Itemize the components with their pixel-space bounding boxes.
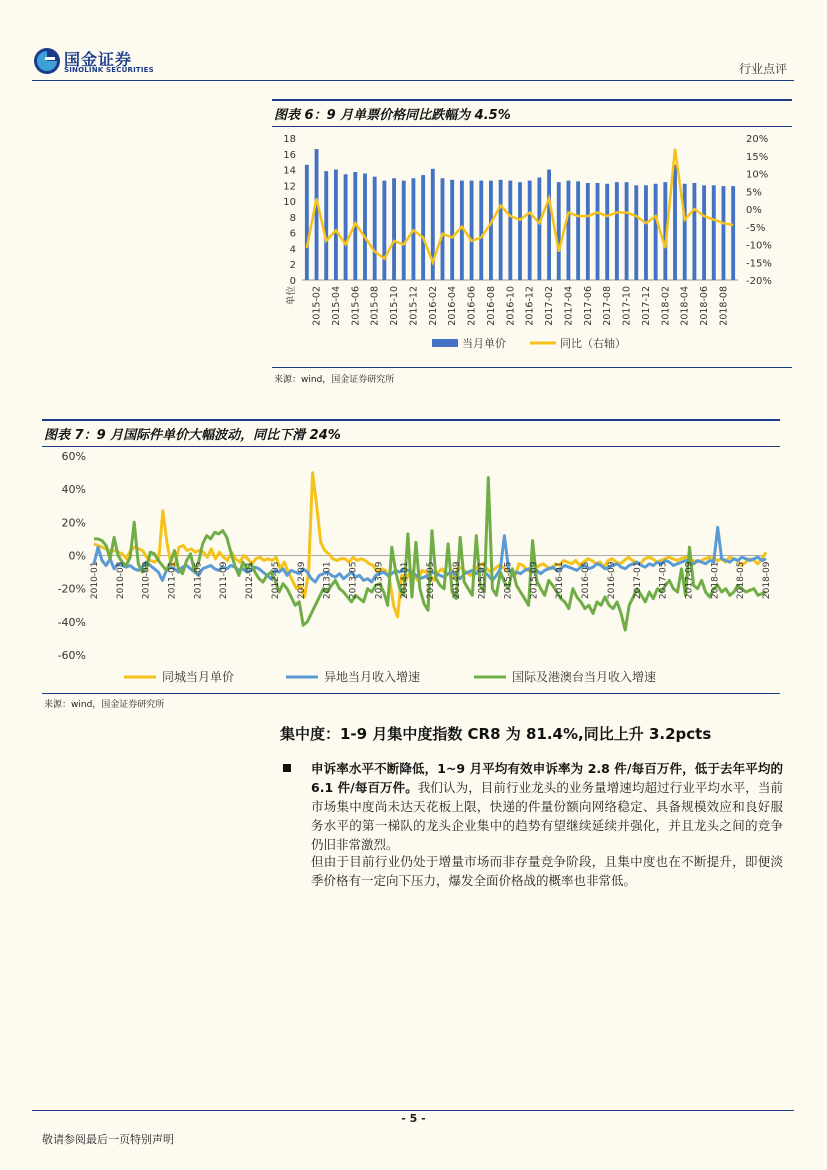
bar (625, 182, 629, 280)
bar (605, 184, 609, 280)
x-tick-label: 2017-12 (640, 286, 652, 326)
x-tick-label: 2013-01 (322, 561, 333, 600)
x-tick-label: 2016-10 (505, 286, 517, 326)
x-tick-label: 2015-06 (350, 286, 362, 326)
x-tick-label: 2017-04 (563, 286, 575, 326)
x-tick-label: 2010-01 (90, 561, 100, 600)
bar (537, 177, 541, 280)
bar (683, 184, 687, 280)
bar (363, 174, 367, 281)
x-tick-label: 2015-02 (311, 286, 323, 326)
bar (421, 175, 425, 280)
bar (692, 183, 696, 280)
bar (586, 183, 590, 280)
x-tick-label: 2015-01 (477, 561, 488, 600)
x-tick-label: 2011-09 (219, 561, 230, 600)
figure6-source-rule (272, 367, 792, 368)
x-tick-label: 2016-05 (581, 561, 592, 600)
figure6-chart (272, 122, 792, 366)
right-tick-label: 20% (746, 134, 769, 145)
logo-icon (33, 47, 61, 75)
x-tick-label: 2014-01 (400, 561, 411, 600)
left-tick-label: 18 (283, 134, 296, 145)
logo-english: SINOLINK SECURITIES (64, 66, 154, 74)
x-tick-label: 2015-04 (330, 286, 342, 326)
x-tick-label: 2018-09 (762, 561, 772, 600)
figure7-title: 图表 7：9 月国际件单价大幅波动，同比下滑 24% (42, 419, 780, 447)
left-tick-label: 16 (283, 149, 296, 161)
x-tick-label: 2014-09 (451, 561, 462, 600)
x-tick-label: 2015-05 (503, 561, 514, 600)
x-tick-label: 2016-04 (447, 286, 459, 326)
left-tick-label: 14 (283, 165, 296, 177)
x-tick-label: 2011-01 (167, 561, 178, 600)
y-tick-label: 40% (61, 483, 86, 497)
x-tick-label: 2017-08 (602, 286, 614, 326)
right-tick-label: -20% (746, 276, 772, 287)
left-tick-label: 4 (289, 244, 296, 256)
x-tick-label: 2012-01 (245, 561, 256, 600)
x-tick-label: 2017-09 (684, 561, 695, 600)
figure6-source: 来源：wind，国金证券研究所 (274, 375, 395, 385)
paragraph-2: 但由于目前行业仍处于增量市场而非存量竞争阶段，且集中度也在不断提升，即便淡季价格有一定向下压力，爆发全面价格战的概率也非常低。 (311, 854, 783, 888)
x-tick-label: 2018-02 (660, 286, 672, 326)
paragraph-1-highlight: 申诉率水平不断降低，1~9 月平均有效申诉率为 2.8 件/每百万件，低于去年平均的 6.1 件/每百万件。 (311, 761, 783, 795)
bar (402, 181, 406, 280)
bar (654, 184, 658, 280)
x-tick-label: 2010-05 (115, 561, 126, 600)
bar (470, 181, 474, 280)
x-tick-label: 2014-05 (426, 561, 436, 600)
bar (499, 180, 503, 280)
right-tick-label: -15% (746, 258, 772, 270)
paragraph-1-body: 我们认为，目前行业龙头的业务量增速均超过行业平均水平，当前市场集中度尚未达天花板上限，快递的件量份额向网络稳定、具备规模效应和良好服务水平的第一梯队的龙头企业集中的趋势有望继续延续并强化，并且龙头之间的竞争仍旧非常激烈。 (311, 780, 783, 852)
legend-line-label: 同比（右轴） (560, 337, 626, 350)
bar (518, 182, 522, 280)
x-tick-label: 2017-02 (544, 286, 556, 326)
x-tick-label: 2012-09 (296, 561, 307, 600)
x-tick-label: 2013-05 (348, 561, 359, 600)
left-tick-label: 0 (289, 276, 296, 287)
series-line-3 (94, 478, 766, 630)
x-tick-label: 2016-01 (555, 561, 566, 600)
legend-bar-swatch (432, 339, 458, 347)
bar (528, 181, 532, 280)
bar (576, 181, 580, 280)
y-tick-label: -40% (57, 615, 86, 629)
x-tick-label: 2015-08 (369, 286, 381, 326)
bullet-icon (283, 764, 291, 772)
page-number: - 5 - (401, 1112, 426, 1125)
paragraph-1 (311, 759, 783, 854)
bar (315, 149, 319, 280)
legend-bar-label: 当月单价 (462, 337, 506, 350)
left-tick-label: 8 (289, 212, 296, 224)
header-divider (32, 80, 794, 81)
left-tick-label: 2 (289, 260, 296, 272)
left-tick-label: 12 (283, 181, 296, 193)
right-tick-label: 5% (746, 187, 762, 199)
right-tick-label: 15% (746, 151, 769, 163)
bar (712, 185, 716, 280)
bar (489, 181, 493, 280)
left-tick-label: 10 (283, 197, 296, 209)
left-tick-label: 6 (289, 228, 296, 240)
y-tick-label: 0% (68, 549, 86, 563)
x-tick-label: 2018-01 (710, 561, 721, 600)
x-tick-label: 2016-02 (427, 286, 439, 326)
x-tick-label: 2016-09 (606, 561, 617, 600)
right-tick-label: 10% (746, 169, 769, 181)
footer-divider (32, 1110, 794, 1111)
right-tick-label: 0% (746, 205, 762, 216)
legend-label: 同城当月单价 (162, 670, 235, 684)
bar (441, 178, 445, 280)
section-heading: 集中度：1-9 月集中度指数 CR8 为 81.4%,同比上升 3.2pcts (280, 725, 712, 743)
y-tick-label: 60% (61, 450, 86, 463)
x-tick-label: 2017-06 (582, 286, 594, 326)
bar (673, 165, 677, 280)
bar (615, 182, 619, 280)
bar (702, 185, 706, 280)
x-tick-label: 2017-10 (621, 286, 633, 326)
bar (305, 165, 309, 280)
figure7-source: 来源：wind，国金证券研究所 (44, 700, 165, 710)
bar (373, 177, 377, 280)
bar (344, 174, 348, 280)
y-tick-label: 20% (61, 516, 86, 530)
x-tick-label: 2018-05 (736, 561, 747, 600)
y-tick-label: -60% (57, 649, 86, 662)
bar (722, 186, 726, 280)
x-tick-label: 2018-08 (718, 286, 730, 326)
bar (731, 186, 735, 280)
y-tick-label: -20% (57, 582, 86, 596)
x-tick-label: 2015-12 (408, 286, 420, 326)
x-tick-label: 2010-09 (141, 561, 152, 600)
figure6-title: 图表 6：9 月单票价格同比跌幅为 4.5% (272, 99, 792, 127)
x-tick-label: 2015-10 (389, 286, 401, 326)
x-tick-label: 2012-05 (270, 561, 281, 600)
x-tick-label: 2016-08 (485, 286, 497, 326)
bar (508, 181, 512, 280)
bar (596, 183, 600, 280)
bar (547, 170, 551, 280)
bar (450, 180, 454, 280)
x-tick-label: 2016-12 (524, 286, 536, 326)
bar (382, 181, 386, 280)
figure7-chart (42, 443, 780, 693)
bar (557, 182, 561, 280)
right-tick-label: -5% (746, 222, 766, 234)
x-tick-label: 2018-06 (699, 286, 711, 326)
bar (634, 185, 638, 280)
x-tick-label: 2016-06 (466, 286, 478, 326)
report-type: 行业点评 (738, 62, 787, 76)
legend-label: 国际及港澳台当月收入增速 (512, 670, 657, 684)
x-tick-label: 2018-04 (679, 286, 691, 326)
logo-name: 国金证券 (64, 50, 133, 69)
figure7-source-rule (42, 693, 780, 694)
right-tick-label: -10% (746, 240, 772, 252)
bar (334, 170, 338, 280)
bar (324, 171, 328, 280)
y-unit-label: 单位 (286, 286, 297, 306)
x-tick-label: 2017-05 (658, 561, 669, 600)
bar (567, 181, 571, 280)
legend-label: 异地当月收入增速 (324, 670, 421, 684)
disclaimer: 敬请参阅最后一页特别声明 (42, 1133, 174, 1146)
bar (644, 185, 648, 280)
bar (392, 178, 396, 280)
x-tick-label: 2015-09 (529, 561, 540, 600)
x-tick-label: 2011-05 (193, 561, 204, 600)
x-tick-label: 2013-09 (374, 561, 385, 600)
x-tick-label: 2017-01 (632, 561, 643, 600)
bar (479, 181, 483, 280)
